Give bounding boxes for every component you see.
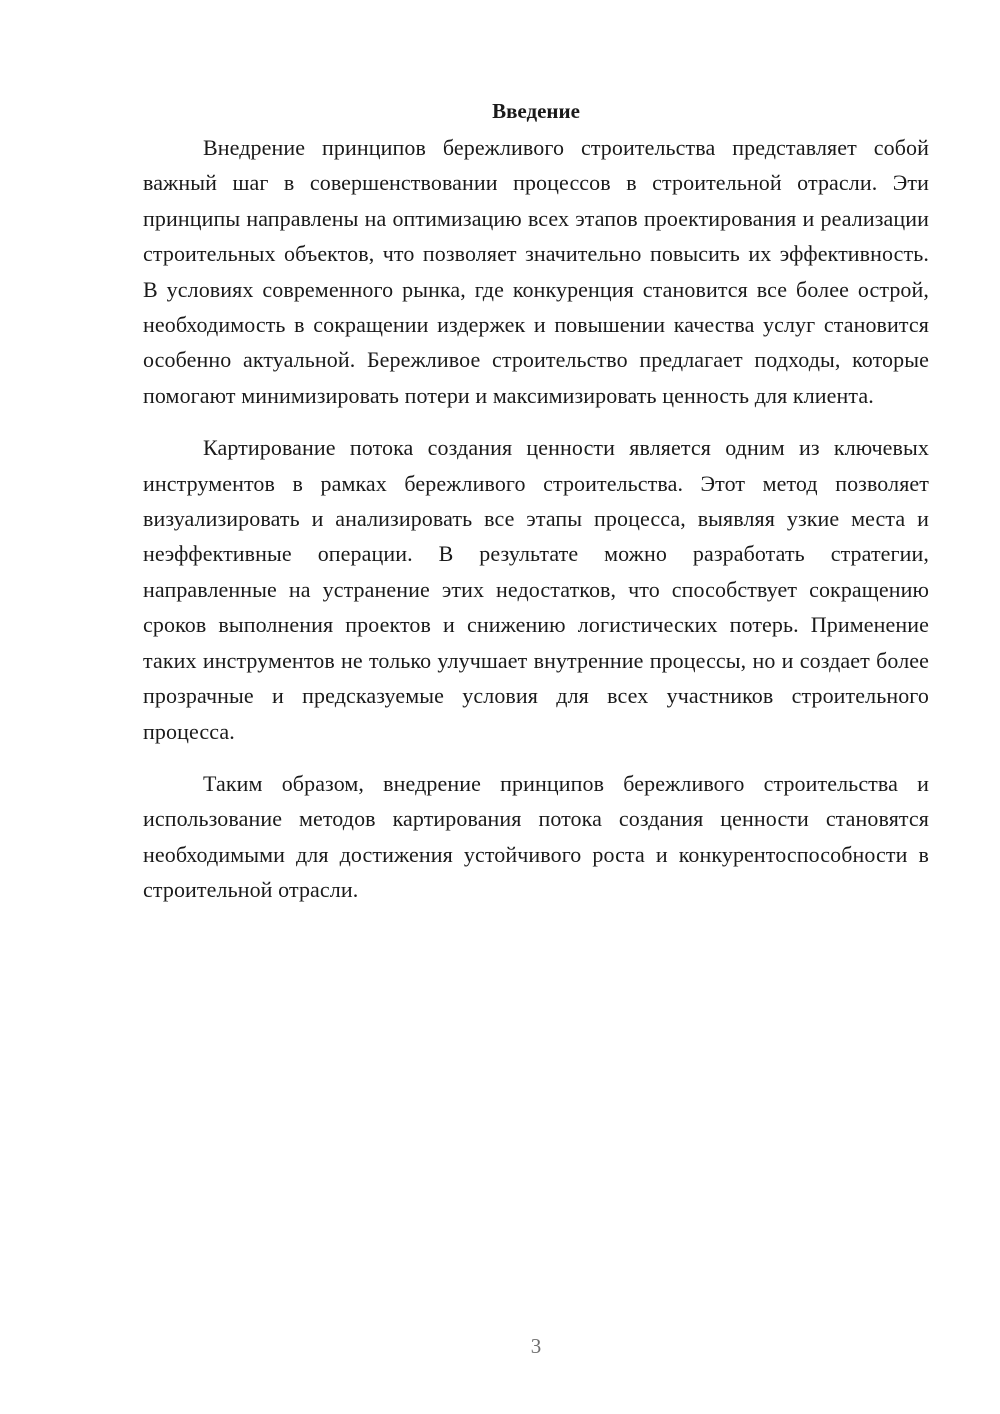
paragraph-1: Внедрение принципов бережливого строительства представляет собой важный шаг в совершенствовании процессов в строительной отрасли. Эти принципы направлены на оптимизацию всех этапов проектирования и реализации строительных объектов, что позволяет значительно повысить их эффективность. В условиях современного рынка, где конкуренция становится все более острой, необходимость в сокращении издержек и повышении качества услуг становится особенно актуальной. Бережливое строительство предлагает подходы, которые помогают минимизировать потери и максимизировать ценность для клиента. — [143, 135, 929, 408]
paragraph-3: Таким образом, внедрение принципов бережливого строительства и использование методов картирования потока создания ценности становятся необходимыми для достижения устойчивого роста и конкурентоспособности в строительной отрасли. — [143, 770, 929, 903]
section-heading: Введение — [492, 99, 580, 123]
page-content — [143, 96, 929, 908]
page-number: 3 — [530, 1334, 542, 1358]
paragraph-2: Картирование потока создания ценности является одним из ключевых инструментов в рамках бережливого строительства. Этот метод позволяет визуализировать и анализировать все этапы процесса, выявляя узкие места и неэффективные операции. В результате можно разработать стратегии, направленные на устранение этих недостатков, что способствует сокращению сроков выполнения проектов и снижению логистических потерь. Применение таких инструментов не только улучшает внутренние процессы, но и создает более прозрачные и предсказуемые условия для всех участников строительного процесса. — [143, 435, 929, 744]
